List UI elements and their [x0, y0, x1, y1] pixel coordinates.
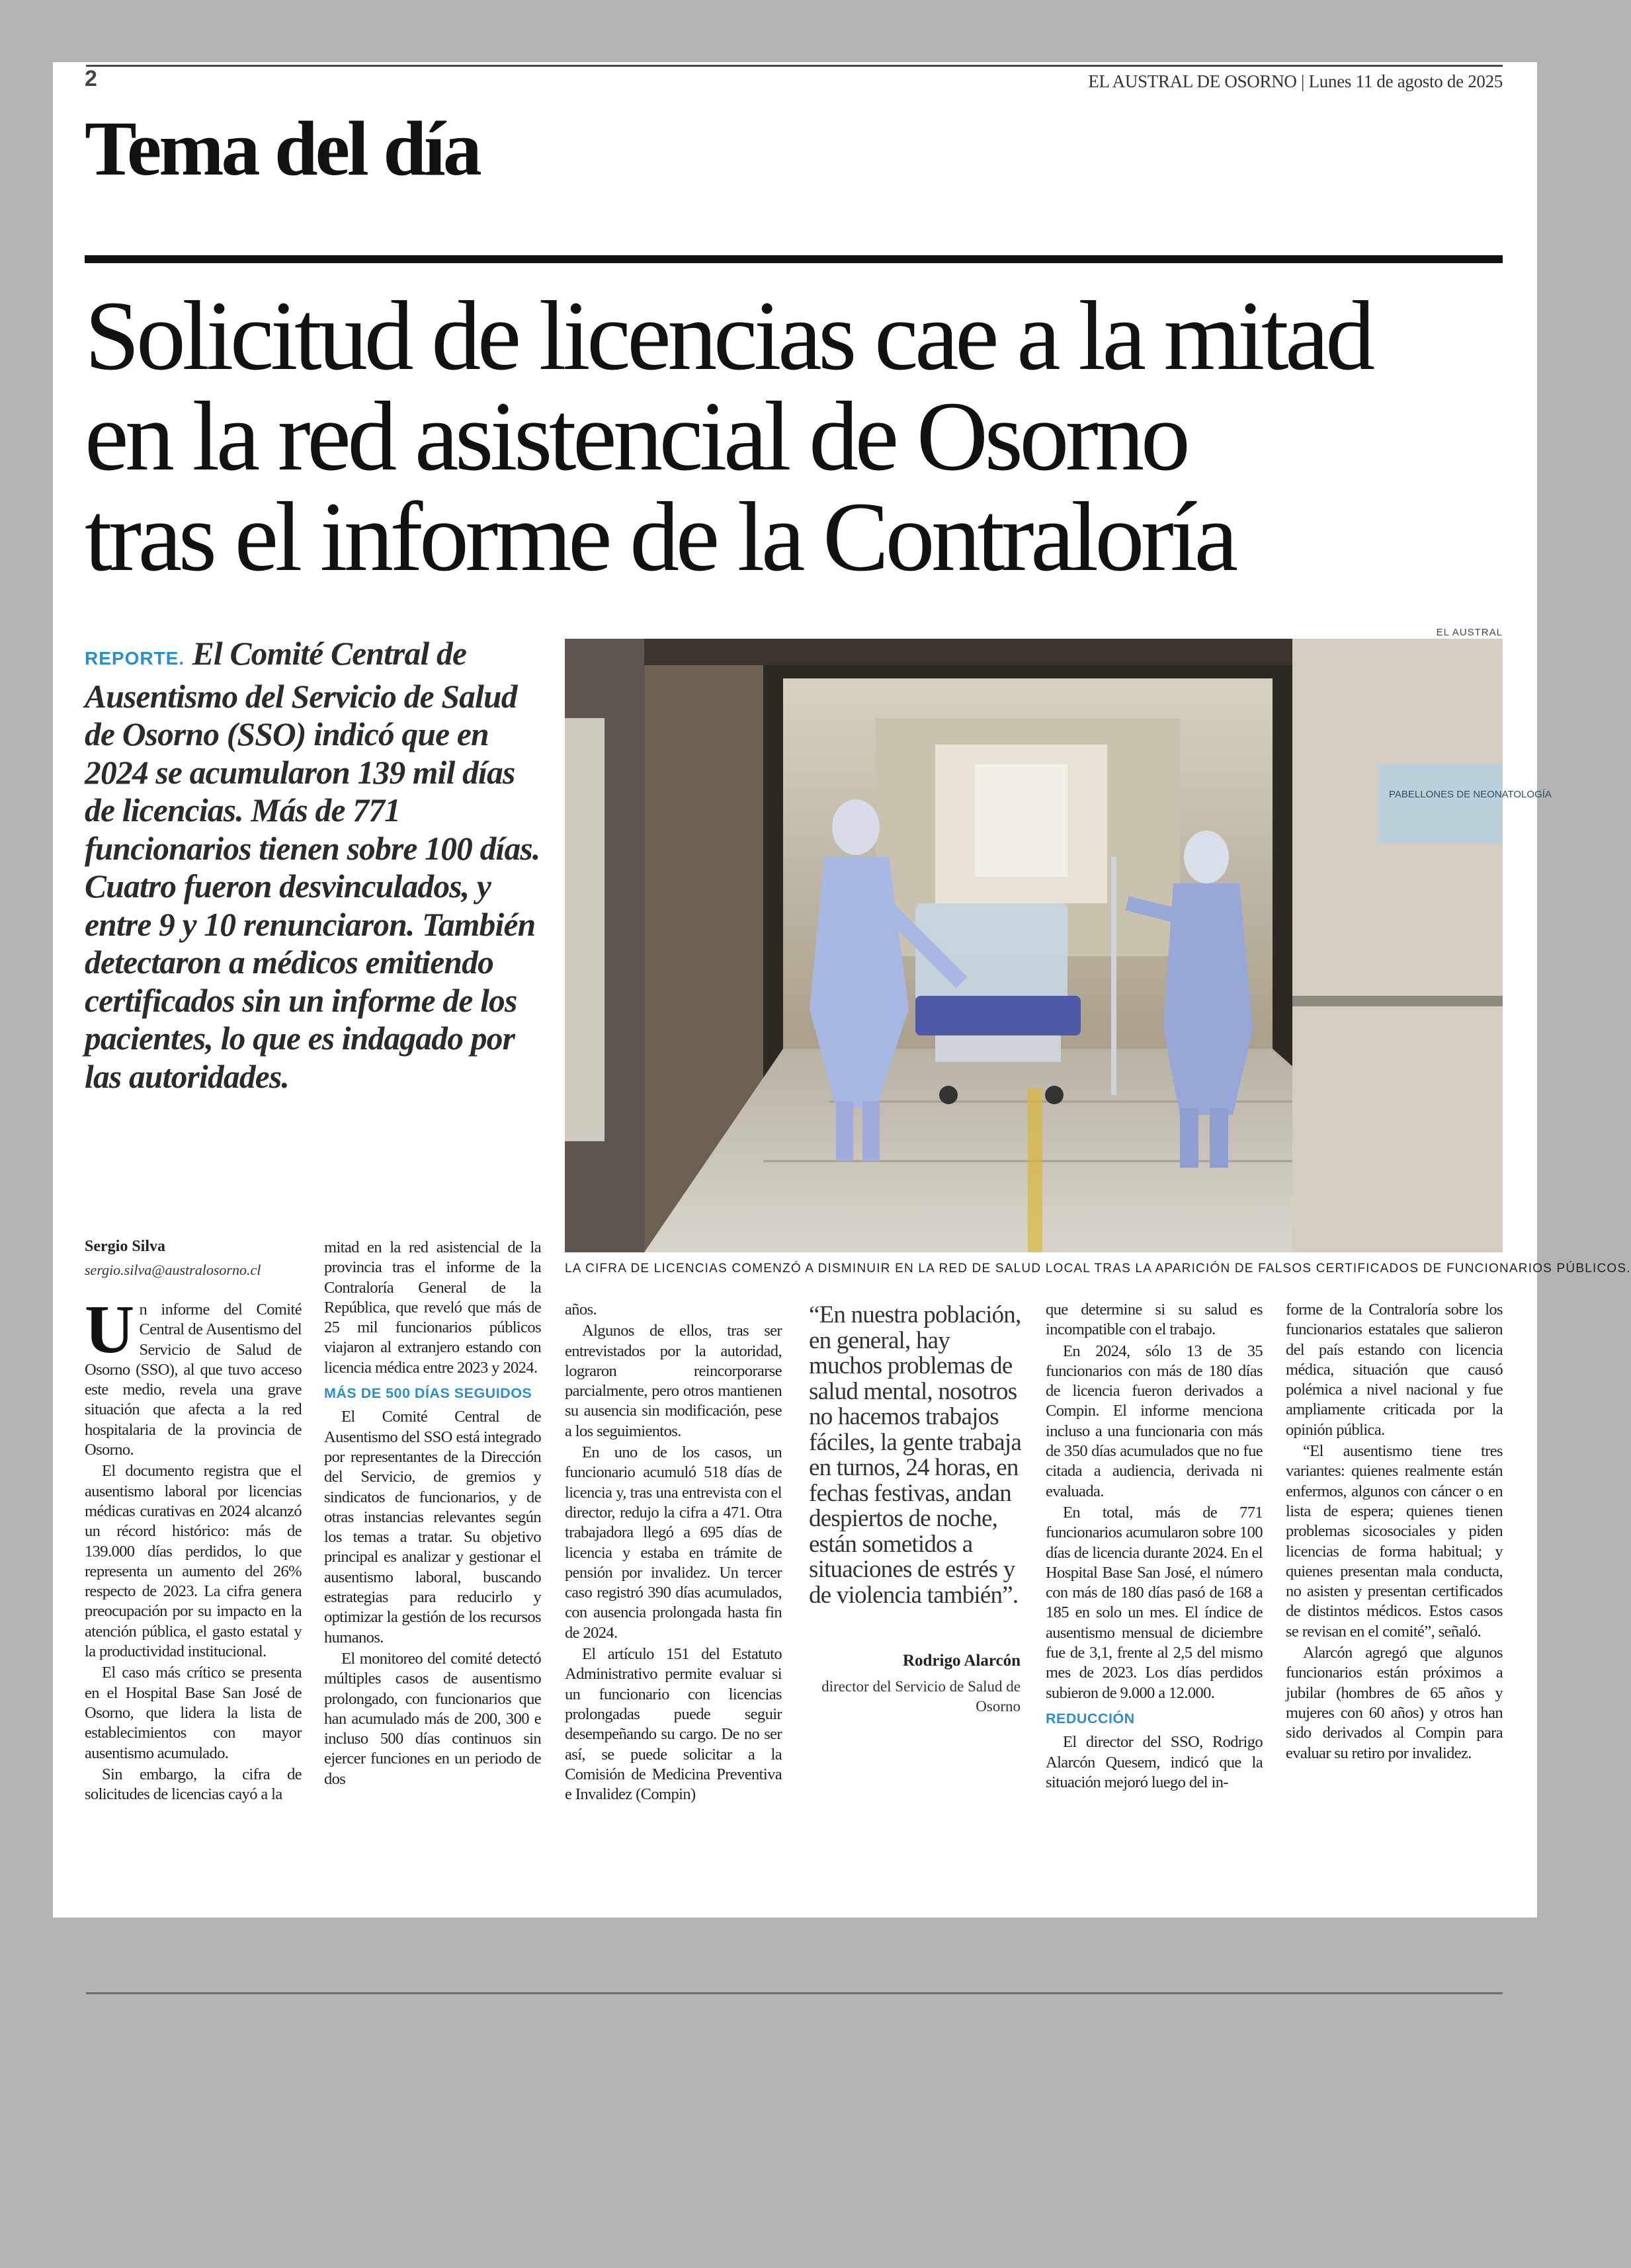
- hospital-photo-illustration: [565, 639, 1552, 1252]
- page-number: 2: [85, 66, 97, 91]
- quote-author-role: director del Servicio de Salud de Osorno: [821, 1678, 1021, 1715]
- hospital-photo: [565, 639, 1552, 1252]
- headline: [85, 281, 1507, 592]
- body-paragraph: En 2024, sólo 13 de 35 funcionarios con más de 180 días de licencia fueron derivados a Compin. El informe menciona incluso a una funcionaria con más de 350 días acumulados que no fue citada a audiencia, derivada ni evaluada.: [1046, 1342, 1263, 1500]
- author-email[interactable]: sergio.silva@australosorno.cl: [85, 1262, 261, 1278]
- body-paragraph: “El ausentismo tiene tres variantes: quienes realmente están enfermos, algunos con cáncer o en lista de espera; quienes tienen problemas sicosociales y piden licencias de forma habitual; y quienes presentan mala conducta, no asisten y presentan certificados de distintos médicos. Estos casos se revisan en el comité”, señaló.: [1286, 1442, 1503, 1640]
- quote-author: Rodrigo Alarcón: [902, 1652, 1021, 1670]
- drop-cap: U: [85, 1291, 134, 1367]
- body-paragraph: Algunos de ellos, tras ser entrevistados por la autoridad, lograron reincorporarse parcialmente, pero otros mantienen su ausencia sin modificación, pese a los seguimientos.: [565, 1322, 782, 1440]
- column-2: [324, 1238, 541, 1791]
- body-paragraph: El Comité Central de Ausentismo del SSO está integrado por representantes de la Dirección del Servicio, de gremios y sindicatos de funcionarios, y de otras instancias relevantes según los temas a tratar. Su objetivo principal es analizar y gestionar el ausentismo laboral, buscando estrategias para reducirlo y optimizar la gestión de los recursos humanos.: [324, 1408, 541, 1646]
- body-paragraph: mitad en la red asistencial de la provincia tras el informe de la Contraloría General de la República, que reveló que más de 25 mil funcionarios públicos viajaron al extranjero estando con licencia médica entre 2023 y 2024.: [324, 1238, 541, 1377]
- photo-caption: LA CIFRA DE LICENCIAS COMENZÓ A DISMINUIR EN LA RED DE SALUD LOCAL TRAS LA APARICIÓN DE FALSOS CERTIFICADOS DE FUNCIONARIOS PÚBLICOS.: [565, 1262, 1631, 1276]
- pull-quote: “En nuestra población, en general, hay muchos problemas de salud mental, nosotros no hacemos trabajos fáciles, la gente trabaja en turnos, 24 horas, en fechas festivas, andan despiertos de noche, están sometidos a situaciones de estrés y de violencia también”.: [809, 1301, 1022, 1609]
- section-rule: [85, 255, 1503, 263]
- body-paragraph: En total, más de 771 funcionarios acumularon sobre 100 días de licencia durante 2024. En el Hospital Base San José, el número con más de 180 días pasó de 168 a 185 en solo un mes. El índice de ausentismo mensual de diciembre fue de 3,1, frente al 2,5 del mismo mes de 2023. Los días perdidos subieron de 9.000 a 12.000.: [1046, 1503, 1263, 1702]
- body-paragraph: Sin embargo, la cifra de solicitudes de licencias cayó a la: [85, 1765, 302, 1804]
- column-5: [1046, 1300, 1263, 1794]
- body-paragraph: forme de la Contraloría sobre los funcionarios estatales que salieron del país estando con licencia médica, situación que causó polémica a nivel nacional y fue ampliamente criticada por la opinión pública.: [1286, 1301, 1503, 1439]
- column-6: [1286, 1300, 1503, 1765]
- body-paragraph: El documento registra que el ausentismo laboral por licencias médicas curativas en 2024 alcanzó un récord histórico: más de 139.000 días perdidos, lo que representa un aumento del 26% respecto de 2023. La cifra genera preocupación por su impacto en la atención pública, el gasto estatal y la productividad institucional.: [85, 1462, 302, 1661]
- subhead: MÁS DE 500 DÍAS SEGUIDOS: [324, 1385, 532, 1402]
- lead-paragraph: [85, 635, 541, 1096]
- body-paragraph: años.: [565, 1301, 597, 1318]
- section-title: Tema del día: [85, 105, 480, 192]
- body-paragraph: El caso más crítico se presenta en el Hospital Base San José de Osorno, que lidera la lista de establecimientos con mayor ausentismo acumulado.: [85, 1664, 302, 1762]
- headline-line: en la red asistencial de Osorno: [85, 382, 1187, 491]
- body-paragraph: El monitoreo del comité detectó múltiples casos de ausentismo prolongado, con funcionarios que han acumulado más de 200, 300 e incluso 500 días continuos sin ejercer funciones en un periodo de dos: [324, 1649, 541, 1788]
- top-rule: [86, 65, 1503, 67]
- headline-line: Solicitud de licencias cae a la mitad: [85, 281, 1372, 391]
- lead-kicker: REPORTE.: [85, 648, 185, 668]
- photo-credit: EL AUSTRAL: [1436, 627, 1503, 638]
- body-paragraph: Alarcón agregó que algunos funcionarios están próximos a jubilar (hombres de 65 años y mujeres con 60 años) y otros han sido derivados al Compin para evaluar su retiro por invalidez.: [1286, 1644, 1503, 1762]
- body-paragraph: El artículo 151 del Estatuto Administrativo permite evaluar si un funcionario con licencias prolongadas puede seguir desempeñando su cargo. De no ser así, se puede solicitar a la Comisión de Medicina Preventiva e Invalidez (Compin): [565, 1645, 782, 1804]
- headline-line: tras el informe de la Contraloría: [85, 482, 1235, 592]
- body-paragraph: Un informe del Comité Central de Ausentismo del Servicio de Salud de Osorno (SSO), al que tuvo acceso este medio, revela una grave situación que afecta a la red hospitalaria de la provincia de Osorno.: [85, 1291, 302, 1459]
- lead-text: El Comité Central de Ausentismo del Servicio de Salud de Osorno (SSO) indicó que en 2024 se acumularon 139 mil días de licencias. Más de 771 funcionarios tienen sobre 100 días. Cuatro fueron desvinculados, y entre 9 y 10 renunciaron. También detectaron a médicos emitiendo certificados sin un informe de los pacientes, lo que es indagado por las autoridades.: [85, 635, 540, 1095]
- body-paragraph: El director del SSO, Rodrigo Alarcón Quesem, indicó que la situación mejoró luego del in-: [1046, 1733, 1263, 1791]
- column-3: [565, 1300, 782, 1806]
- bottom-rule: [86, 1992, 1503, 1994]
- author-name: Sergio Silva: [85, 1238, 166, 1255]
- body-paragraph: En uno de los casos, un funcionario acumuló 518 días de licencia y, tras una entrevista con el director, redujo la cifra a 471. Otra trabajadora llegó a 695 días de licencia y estaba en trámite de pensión por invalidez. Un tercer caso registró 390 días acumulados, con ausencia prolongada hasta fin de 2024.: [565, 1443, 782, 1642]
- corridor-sign: PABELLONES DE NEONATOLOGÍA: [1389, 789, 1552, 800]
- masthead: EL AUSTRAL DE OSORNO | Lunes 11 de agosto de 2025: [1088, 71, 1503, 91]
- subhead: REDUCCIÓN: [1046, 1710, 1135, 1726]
- body-paragraph: que determine si su salud es incompatible con el trabajo.: [1046, 1301, 1263, 1339]
- column-1: [85, 1291, 302, 1806]
